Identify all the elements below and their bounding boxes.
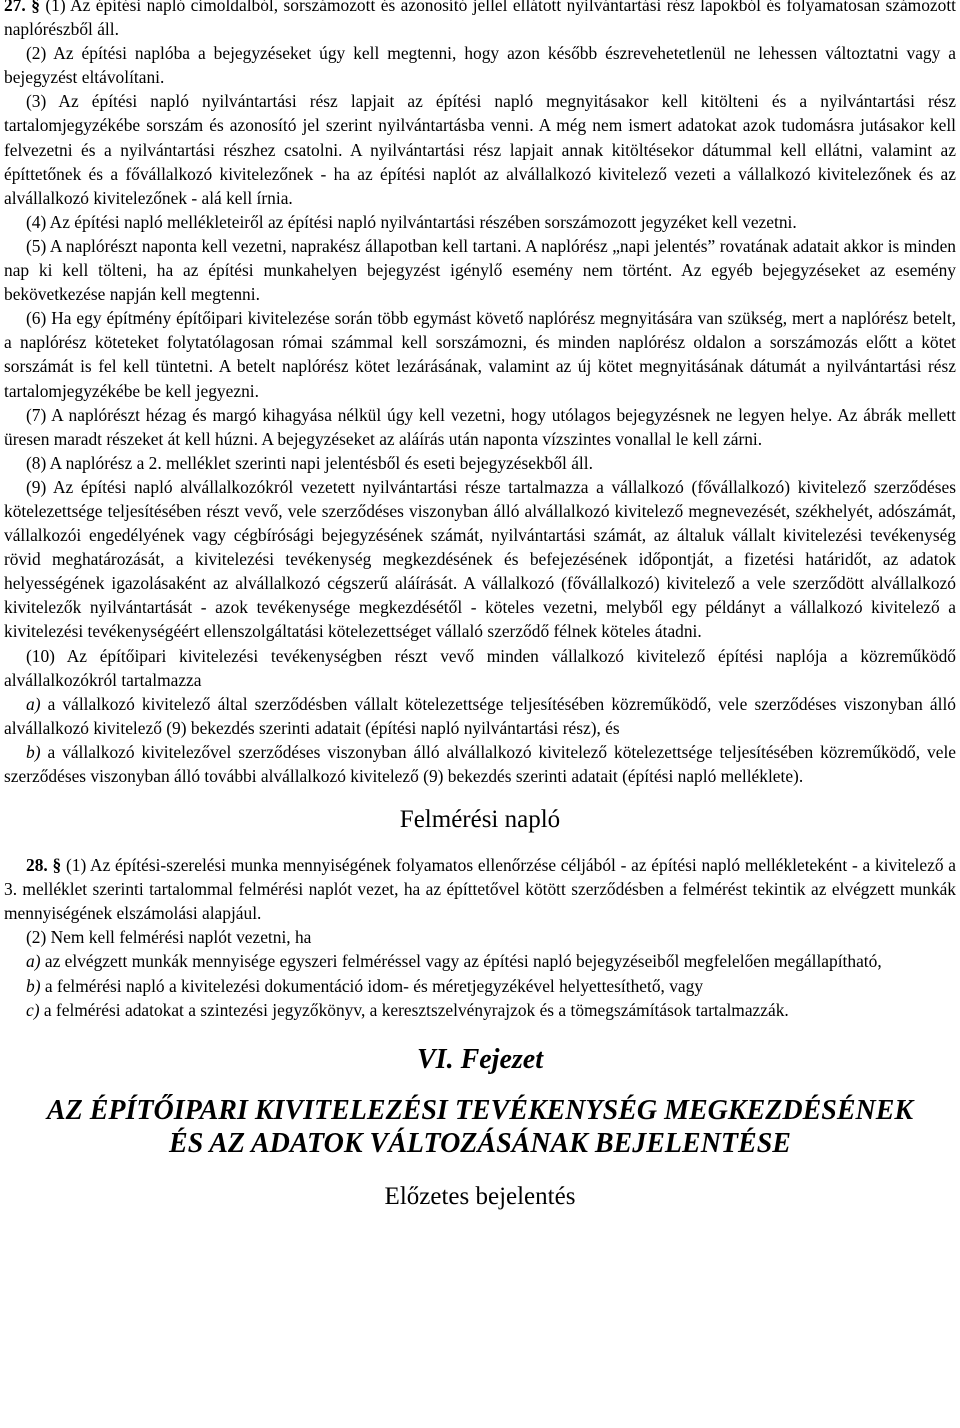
point-b-label: b) [26,975,41,996]
section-28-point-c [4,998,956,1022]
point-a-text: a vállalkozó kivitelező által szerződésben vállalt kötelezettsége teljesítésében közreműködő, vele szerződéses viszonyban álló alvállalkozó kivitelező (9) bekezdés szerinti adatait (építési napló nyilvántartási rész), és [4,693,956,738]
point-a-label: a) [26,693,41,714]
point-b-label: b) [26,741,41,762]
section-28-sign: § [52,855,62,876]
section-27-paragraph-1 [4,0,956,41]
point-c-label: c) [26,999,40,1020]
section-27-paragraph-5: (5) A naplórészt naponta kell vezetni, naprakész állapotban kell tartani. A naplórész „napi jelentés” rovatának adatait akkor is minden nap ki kell tölteni, ha az építési munkahelyen bejegyzést igénylő esemény nem történt. Az egyéb bejegyzéseket az esemény bekövetkezése napján kell megtenni. [4,235,956,305]
section-28-paragraph-1 [4,853,956,925]
heading-elozetes-bejelentes: Előzetes bejelentés [384,1182,576,1210]
section-28-p1-text: (1) Az építési-szerelési munka mennyiségének folyamatos ellenőrzése céljából - az építési napló mellékleteként - a kivitelező a 3. melléklet szerinti tartalommal felmérési naplót vezet, ha az építtetővel kötött szerződésben a felmérést tekintik az elvégzett munkák mennyiségének elszámolási alapjául. [4,855,956,924]
section-28-point-b [4,974,956,998]
point-a-text: az elvégzett munkák mennyisége egyszeri felméréssel vagy az építési napló bejegyzéseiből megfelelően megállapítható, [40,951,882,972]
section-27-paragraph-6: (6) Ha egy építmény építőipari kivitelezése során több egymást követő naplórész megnyitására van szükség, mert a naplórész betelt, a naplórész köteteket folytatólagosan római számmal kell sorszámozni, és minden naplórész oldalon a sorszámozás előtt a kötet sorszámát is fel kell tüntetni. A betelt naplórész kötet lezárásának, valamint az új kötet megnyitásának dátumát a nyilvántartási rész tartalomjegyzékébe be kell jegyezni. [4,308,956,401]
point-b-text: a felmérési napló a kivitelezési dokumentáció idom- és méretjegyzékével helyettesíthető, vagy [40,975,704,996]
section-27-paragraph-2: (2) Az építési naplóba a bejegyzéseket úgy kell megtenni, hogy azon később észrevehetetlenül ne lehessen változtatni vagy a bejegyzést eltávolítani. [4,43,956,88]
section-27-p1-text: (1) Az építési napló címoldalból, sorszámozott és azonosító jellel ellátott nyilvántartási rész lapokból és folyamatosan számozott naplórészből áll. [4,0,956,40]
heading-felmeresi-naplo: Felmérési napló [399,806,561,834]
section-27-sign: § [31,0,40,15]
section-28-point-a [4,949,956,973]
point-a-label: a) [26,951,41,972]
chapter-title-line-2: ÉS AZ ADATOK VÁLTOZÁSÁNAK BEJELENTÉSE [169,1127,791,1159]
section-28-number: 28. [26,855,48,876]
chapter-title-line-1: AZ ÉPÍTŐIPARI KIVITELEZÉSI TEVÉKENYSÉG MEGKEZDÉSÉNEK [46,1094,914,1126]
section-27-paragraph-9: (9) Az építési napló alvállalkozókról vezetett nyilvántartási része tartalmazza a vállalkozó (fővállalkozó) kivitelező szerződéses kötelezettsége teljesítésében részt vevő, vele szerződéses viszonyban álló alvállalkozó kivitelező megnevezését, székhelyét, adószámát, vállalkozói engedélyének vagy cégbírósági bejegyzésének számát, nyilvántartási számát, az általuk vállalt kivitelezési tevékenység rövid meghatározását, a kivitelezési tevékenység megkezdésének és befejezésének időpontját, a fizetési határidőt, az adatok helyességének igazolásaként az alvállalkozó cégszerű aláírását. A vállalkozó (fővállalkozó) kivitelező a vele szerződött alvállalkozó kivitelezők nyilvántartását - azok tevékenysége megkezdésétől - köteles vezetni, melyből egy példányt a vállalkozó kivitelező a kivitelezési tevékenységéért ellenszolgáltatási kötelezettséget vállaló szerződő félnek köteles átadni. [4,476,956,642]
point-b-text: a vállalkozó kivitelezővel szerződéses viszonyban álló alvállalkozó kivitelező kötelezettsége teljesítésében közreműködő, vele szerződéses viszonyban álló további alvállalkozó kivitelező (9) bekezdés szerinti adatait (építési napló melléklete). [4,741,956,786]
section-28-paragraph-2: (2) Nem kell felmérési naplót vezetni, ha [26,927,312,948]
chapter-heading: VI. Fejezet [417,1043,543,1075]
section-27-point-b [4,740,956,788]
point-c-text: a felmérési adatokat a szintezési jegyzőkönyv, a keresztszelvényrajzok és a tömegszámítások tartalmazzák. [39,999,789,1020]
section-27-paragraph-4: (4) Az építési napló mellékleteiről az építési napló nyilvántartási részében sorszámozott jegyzéket kell vezetni. [26,211,797,232]
section-27-paragraph-10: (10) Az építőipari kivitelezési tevékenységben részt vevő minden vállalkozó kivitelező építési naplója a közreműködő alvállalkozókról tartalmazza [4,645,956,690]
section-27-paragraph-3: (3) Az építési napló nyilvántartási rész lapjait az építési napló megnyitásakor kell kitölteni és a nyilvántartási rész tartalomjegyzékébe sorszám és azonosító jel szerint nyilvántartásba venni. A még nem ismert adatokat azok tudomásra jutásakor kell felvezetni és a nyilvántartási részhez csatolni. A nyilvántartási rész lapjait annak kitöltésekor dátummal kell ellátni, valamint az építtetőnek és a fővállalkozó kivitelezőnek - ha az építési naplót az alvállalkozó kivitelező vezeti a vállalkozó kivitelezőnek és az alvállalkozó kivitelezőnek - alá kell írnia. [4,91,956,208]
section-27-number: 27. [4,0,26,15]
section-27-paragraph-7: (7) A naplórészt hézag és margó kihagyása nélkül úgy kell vezetni, hogy utólagos bejegyzésnek ne legyen helye. Az ábrák mellett üresen maradt részeket át kell húzni. A bejegyzéseket az aláírás után naponta vízszintes vonallal le kell zárni. [4,404,956,449]
section-27-point-a [4,692,956,740]
section-27-paragraph-8: (8) A naplórész a 2. melléklet szerinti napi jelentésből és eseti bejegyzésekből áll. [26,452,593,473]
